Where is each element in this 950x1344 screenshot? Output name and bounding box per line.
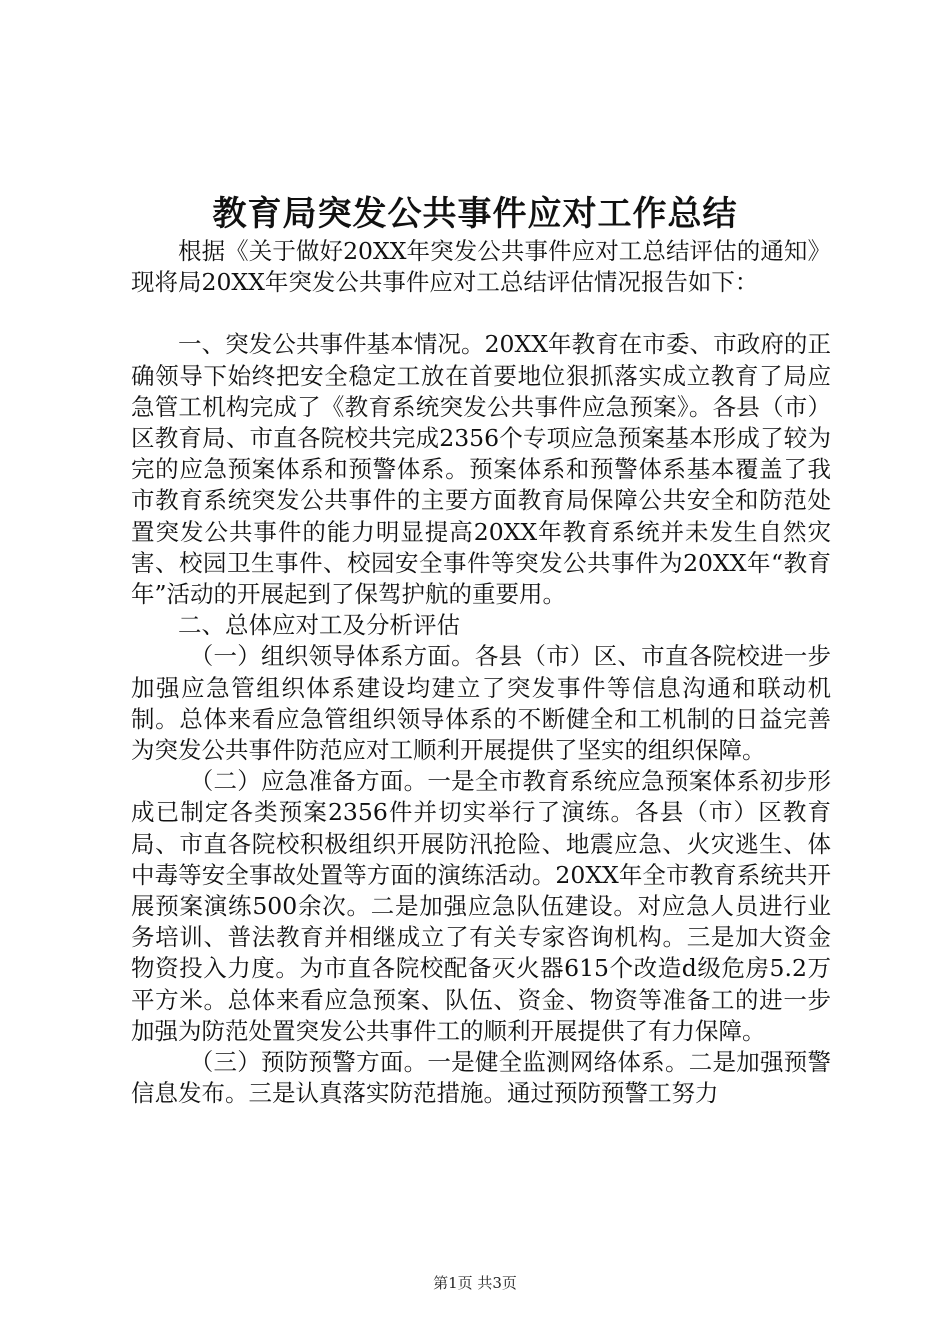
paragraph-subsection-3: （三）预防预警方面。一是健全监测网络体系。二是加强预警信息发布。三是认真落实防范措施。通过预防预警工努力 <box>131 1048 831 1108</box>
paragraph-section-1: 一、突发公共事件基本情况。20XX年教育在市委、市政府的正确领导下始终把安全稳定工放在首要地位狠抓落实成立教育了局应急管工机构完成了《教育系统突发公共事件应急预案》。各县（市）区教育局、市直各院校共完成2356个专项应急预案基本形成了较为完的应急预案体系和预警体系。预案体系和预警体系基本覆盖了我市教育系统突发公共事件的主要方面教育局保障公共安全和防范处置突发公共事件的能力明显提高20XX年教育系统并未发生自然灾害、校园卫生事件、校园安全事件等突发公共事件为20XX年“教育年”活动的开展起到了保驾护航的重要用。 <box>131 330 831 609</box>
paragraph-section-2-heading: 二、总体应对工及分析评估 <box>178 611 460 640</box>
paragraph-intro: 根据《关于做好20XX年突发公共事件应对工总结评估的通知》现将局20XX年突发公共事件应对工总结评估情况报告如下： <box>131 237 831 297</box>
document-body <box>131 236 831 1109</box>
page-number-footer: 第1页 共3页 <box>433 1274 517 1292</box>
paragraph-subsection-2: （二）应急准备方面。一是全市教育系统应急预案体系初步形成已制定各类预案2356件并切实举行了演练。各县（市）区教育局、市直各院校积极组织开展防汛抢险、地震应急、火灾逃生、体中毒等安全事故处置等方面的演练活动。20XX年全市教育系统共开展预案演练500余次。二是加强应急队伍建设。对应急人员进行业务培训、普法教育并相继成立了有关专家咨询机构。三是加大资金物资投入力度。为市直各院校配备灭火器615个改造d级危房5.2万平方米。总体来看应急预案、队伍、资金、物资等准备工的进一步加强为防范处置突发公共事件工的顺利开展提供了有力保障。 <box>131 767 831 1045</box>
document-title: 教育局突发公共事件应对工作总结 <box>212 194 738 234</box>
paragraph-subsection-1: （一）组织领导体系方面。各县（市）区、市直各院校进一步加强应急管组织体系建设均建立了突发事件等信息沟通和联动机制。总体来看应急管组织领导体系的不断健全和工机制的日益完善为突发公共事件防范应对工顺利开展提供了坚实的组织保障。 <box>131 642 831 765</box>
